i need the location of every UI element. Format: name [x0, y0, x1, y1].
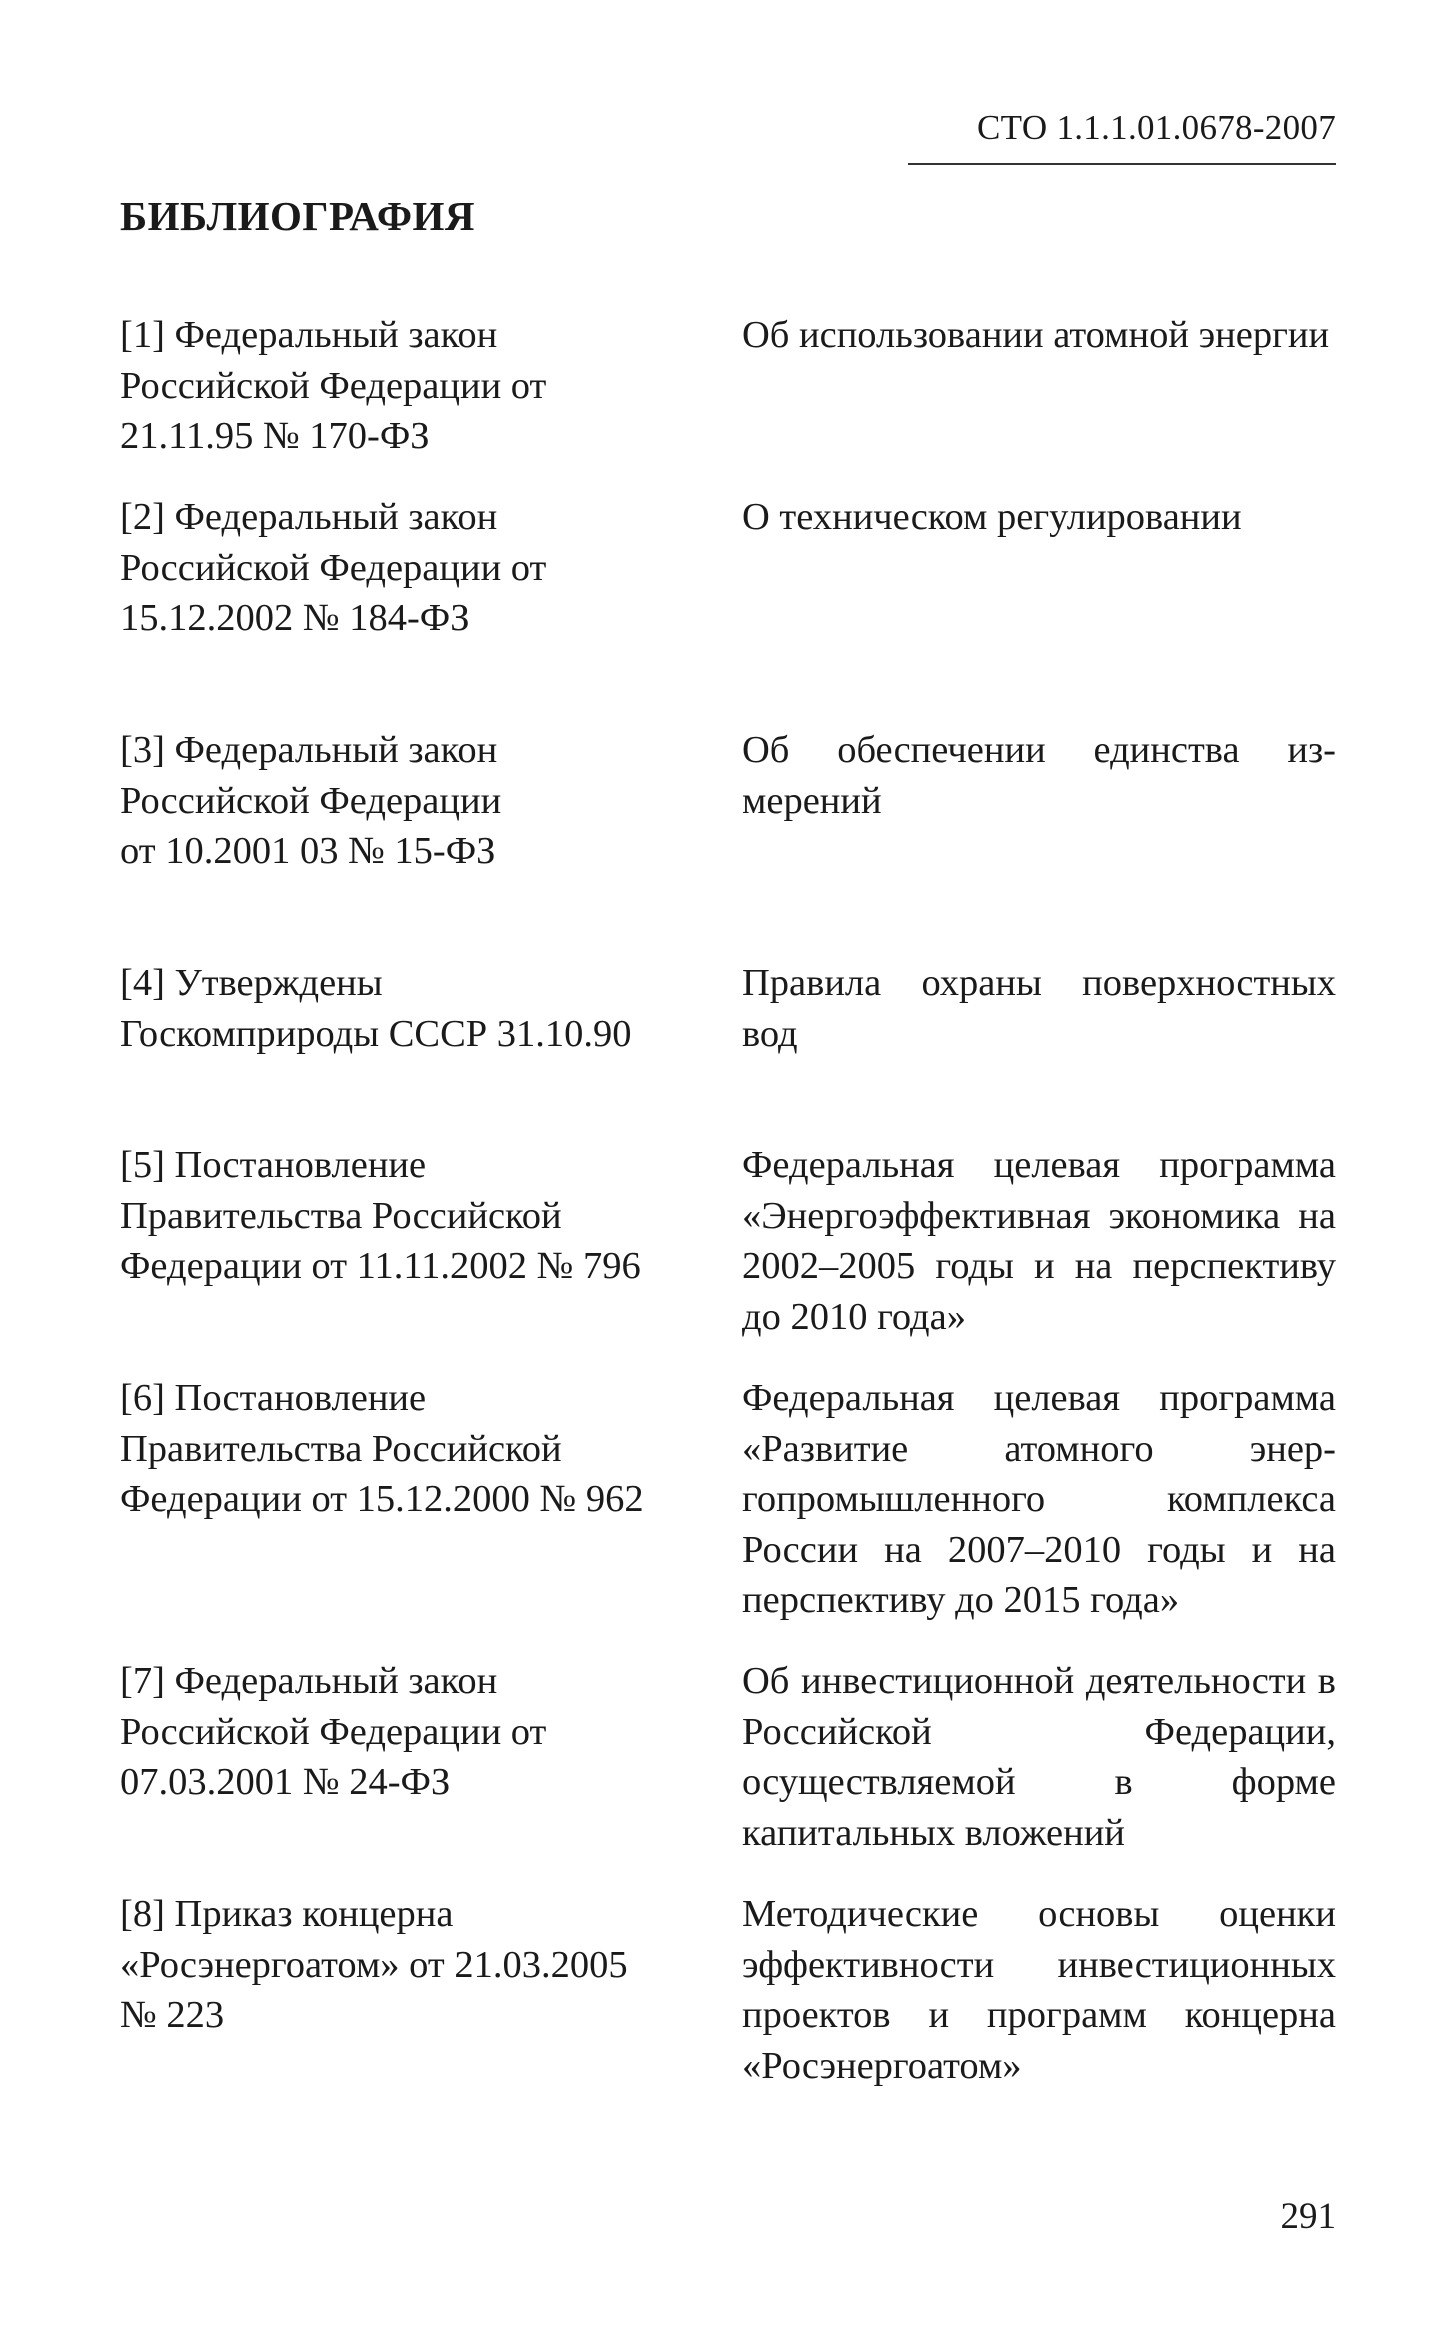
entry-reference: [7] Федеральный закон Российской Федерации от 07.03.2001 № 24-ФЗ	[120, 1660, 547, 1803]
bibliography-entry-6	[120, 1373, 1336, 1626]
entry-description: О техническом регулировании	[742, 496, 1242, 538]
bibliography-entry-2	[120, 492, 1336, 644]
entry-description: Правила охраны поверхностных вод	[742, 962, 1336, 1055]
section-title: БИБЛИОГРАФИЯ	[120, 193, 476, 239]
bibliography-entry-4	[120, 958, 1336, 1059]
entry-reference: [8] Приказ концерна «Росэнергоатом» от 21.03.2005 № 223	[120, 1893, 628, 2036]
entry-reference: [2] Федеральный закон Российской Федерации от 15.12.2002 № 184-ФЗ	[120, 496, 547, 639]
entry-description: Федеральная целевая программа «Развитие атомного энергопромышленного комплекса России на 2007–2010 годы и на перспективу до 2015 года»	[742, 1377, 1336, 1621]
entry-reference: [4] Утверждены Госкомприроды СССР 31.10.90	[120, 962, 632, 1055]
entry-description: Методические основы оценки эффективности инвестиционных проектов и программ концерна «Росэнергоатом»	[742, 1893, 1336, 2087]
entry-description: Об инвестиционной деятельности в Российской Федерации, осуществляемой в форме капитальных вложений	[742, 1660, 1336, 1854]
entry-reference: [1] Федеральный закон Российской Федерации от 21.11.95 № 170-ФЗ	[120, 314, 547, 457]
entry-reference: [3] Федеральный закон Российской Федерации от 10.2001 03 № 15-ФЗ	[120, 729, 502, 872]
entry-description: Об обеспечении единства измерений	[742, 729, 1336, 822]
bibliography-entry-8	[120, 1889, 1336, 2091]
bibliography-entry-5	[120, 1140, 1336, 1342]
entry-description: Федеральная целевая программа «Энергоэффективная экономика на 2002–2005 годы и на перспективу до 2010 года»	[742, 1144, 1336, 1338]
bibliography-entry-3	[120, 725, 1336, 877]
page-number: 291	[1280, 2196, 1336, 2237]
document-code: СТО 1.1.1.01.0678-2007	[976, 108, 1336, 147]
bibliography-entry-1	[120, 310, 1336, 462]
bibliography-entry-7	[120, 1656, 1336, 1858]
entry-reference: [5] Постановление Правительства Российской Федерации от 11.11.2002 № 796	[120, 1144, 641, 1287]
entry-description: Об использовании атомной энергии	[742, 314, 1330, 356]
header-divider	[908, 163, 1336, 165]
entry-reference: [6] Постановление Правительства Российской Федерации от 15.12.2000 № 962	[120, 1377, 644, 1520]
